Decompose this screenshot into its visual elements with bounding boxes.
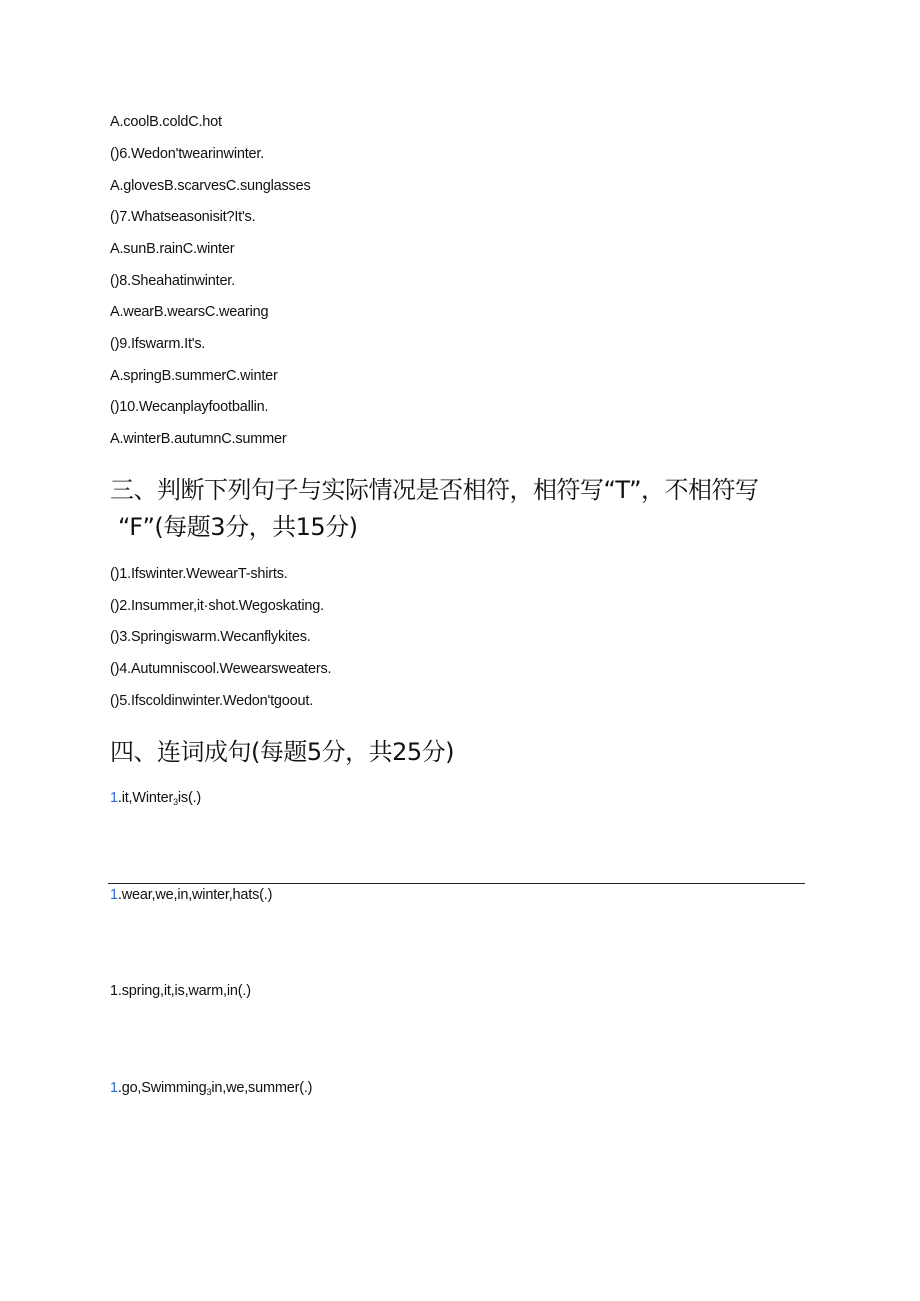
item-words: in,we,summer(.) (211, 1080, 313, 1096)
option-line: A.springB.summerC.winter (110, 368, 278, 384)
question-line: ()9.Ifswarm.It's. (110, 336, 206, 352)
section-heading: 四、连词成句(每题5分，共25分) (110, 738, 455, 766)
item-number: 1 (110, 1080, 118, 1096)
question-line: ()7.Whatseasonisit?It's. (110, 209, 256, 225)
section-heading: 三、判断下列句子与实际情况是否相符，相符写“T”，不相符写 (110, 476, 759, 504)
true-false-line: ()5.Ifscoldinwinter.Wedon'tgoout. (110, 693, 314, 709)
true-false-line: ()2.Insummer,it·shot.Wegoskating. (110, 598, 324, 614)
option-line: A.winterB.autumnC.summer (110, 431, 287, 447)
true-false-line: ()1.Ifswinter.WewearT-shirts. (110, 566, 288, 582)
option-line: A.wearB.wearsC.wearing (110, 304, 269, 320)
true-false-line: ()3.Springiswarm.Wecanflykites. (110, 629, 311, 645)
question-line: ()6.Wedon'twearinwinter. (110, 146, 265, 162)
sentence-item (110, 1079, 312, 1101)
divider-line (108, 883, 805, 884)
item-number: 1 (110, 790, 118, 806)
option-line: A.glovesB.scarvesC.sunglasses (110, 178, 311, 194)
section-heading-continued: “F”(每题3分，共15分) (118, 513, 358, 541)
item-words: is(.) (177, 790, 202, 806)
sentence-item (110, 886, 272, 904)
option-line: A.coolB.coldC.hot (110, 114, 222, 130)
question-line: ()10.Wecanplayfootballin. (110, 399, 269, 415)
question-line: ()8.Sheahatinwinter. (110, 273, 235, 289)
option-line: A.sunB.rainC.winter (110, 241, 235, 257)
item-number: 1 (110, 887, 118, 903)
sentence-item (110, 789, 201, 811)
item-subscript: 3 (173, 797, 178, 807)
item-words: .it,Winter (117, 790, 174, 806)
item-words: .go,Swimming (117, 1080, 207, 1096)
item-subscript: 3 (206, 1087, 212, 1097)
true-false-line: ()4.Autumniscool.Wewearsweaters. (110, 661, 332, 677)
item-words: .wear,we,in,winter,hats(.) (117, 887, 273, 903)
sentence-item: 1.spring,it,is,warm,in(.) (110, 983, 251, 999)
